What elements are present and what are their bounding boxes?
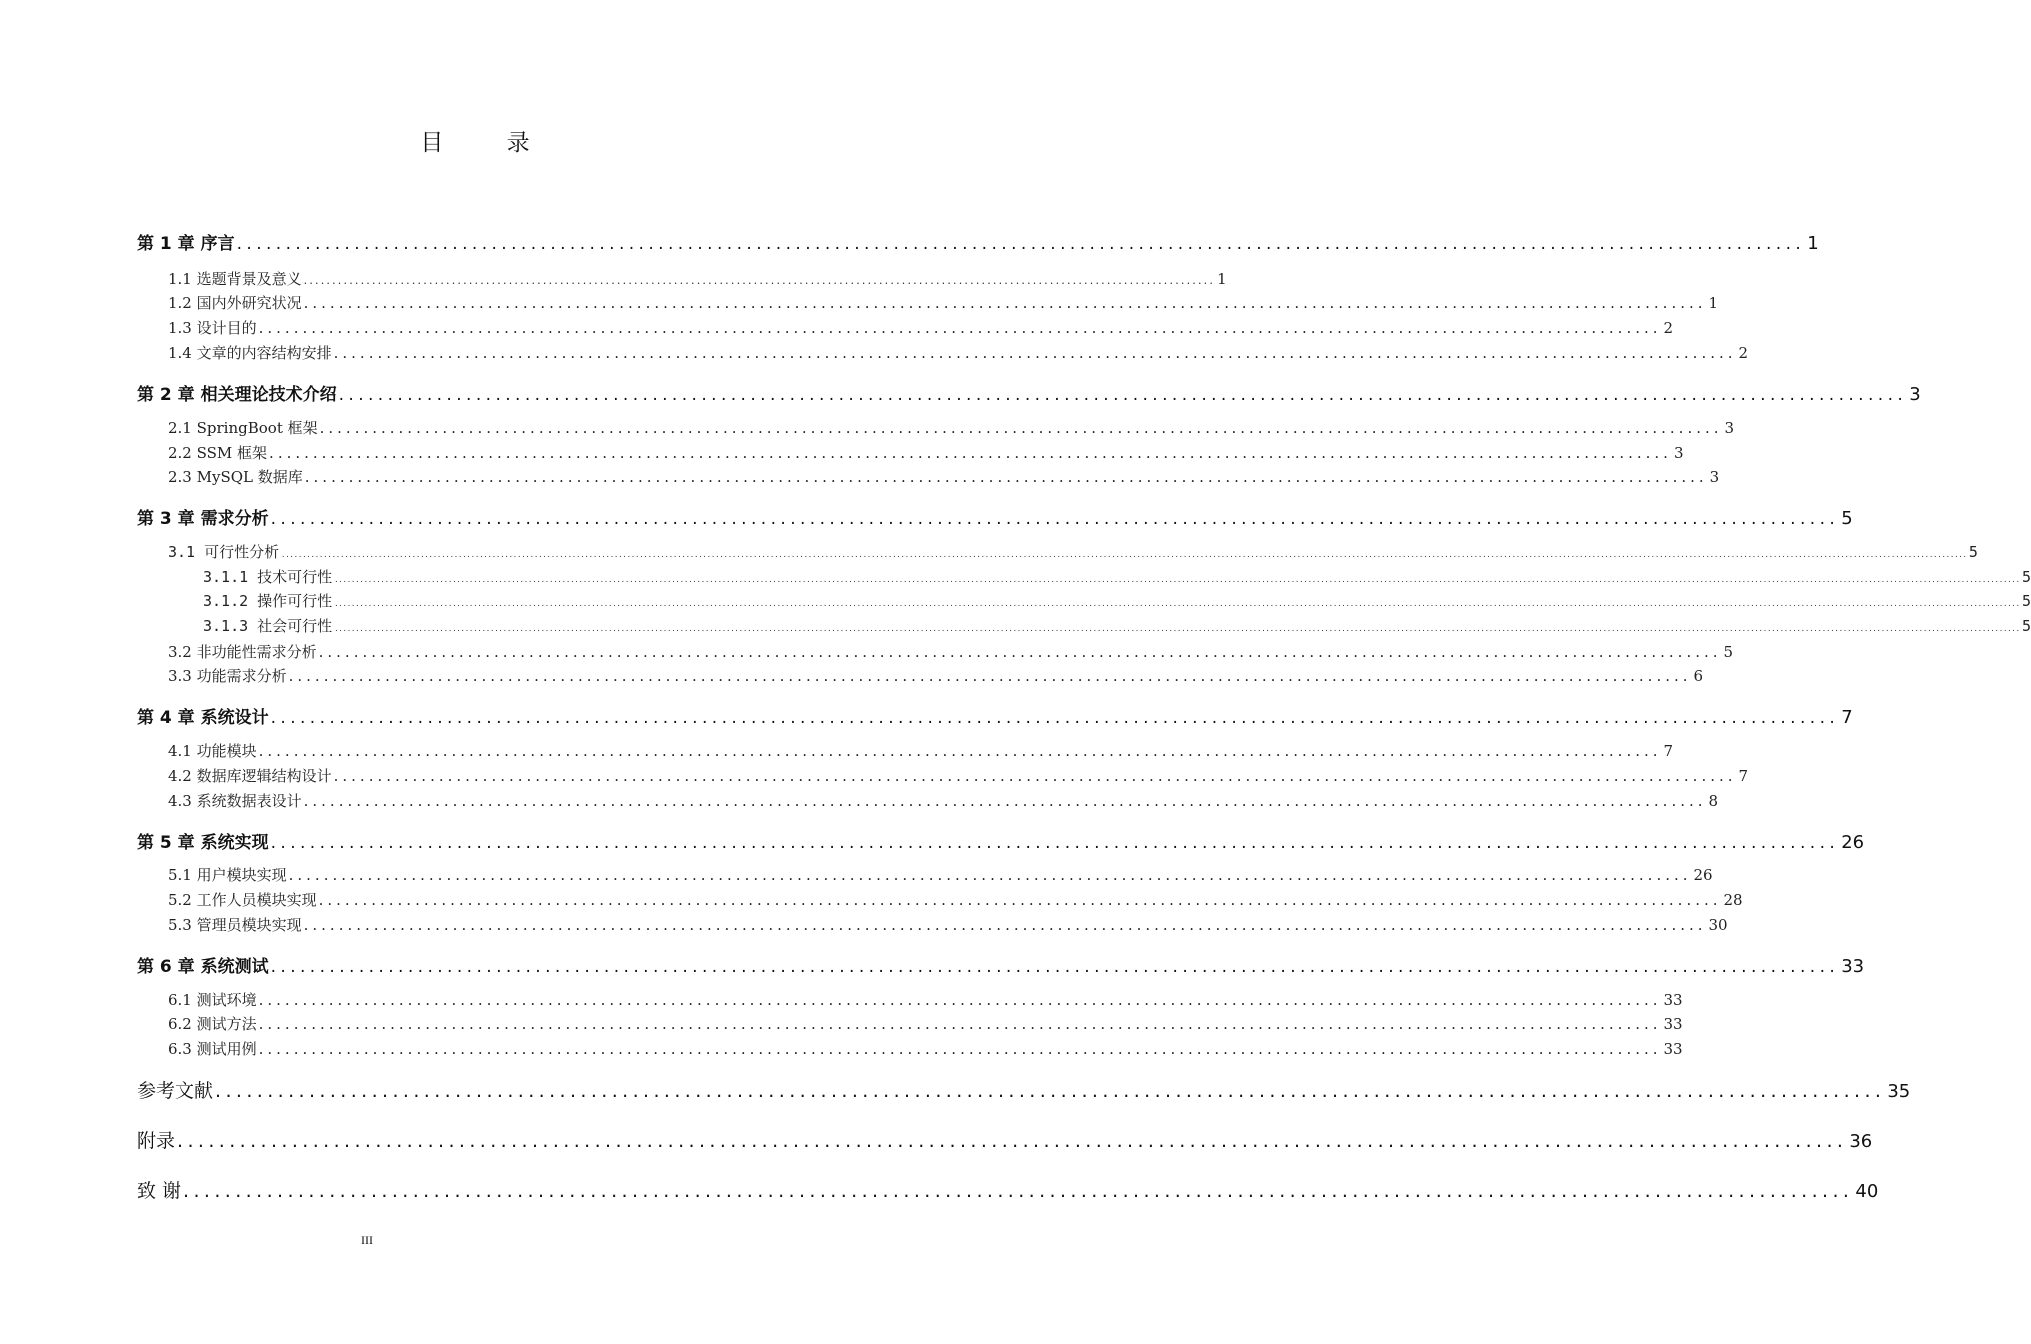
toc-entry-label: 5.1 用户模块实现 (168, 866, 287, 884)
dot-leader: ................................................................................................................................................................ (318, 891, 1722, 909)
toc-entry[interactable] (168, 292, 1719, 314)
dot-leader: ................................................................................................................................................................ (270, 708, 1840, 728)
toc-entry[interactable] (137, 1176, 1879, 1202)
toc-entry-label: 5.2 工作人员模块实现 (168, 891, 317, 909)
toc-entry[interactable] (168, 740, 1674, 762)
page-number: III (361, 1233, 373, 1247)
toc-entry-page: 1 (1807, 233, 1819, 254)
toc-entry-page: 26 (1693, 866, 1713, 884)
toc-entry[interactable] (137, 1126, 1873, 1152)
toc-entry-page: 5 (2021, 592, 2031, 610)
dot-leader: ................................................................................................................................................................ (303, 294, 1707, 312)
toc-entry-label: 第 3 章 需求分析 (137, 509, 269, 529)
dot-leader: ................................................................................................................................................................ (318, 643, 1722, 661)
toc-entry[interactable] (137, 504, 1853, 529)
toc-entry-page: 40 (1855, 1181, 1879, 1202)
dot-leader: ................................................................................................................................................................ (258, 319, 1662, 337)
toc-entry[interactable] (137, 380, 1921, 405)
toc-entry-page: 36 (1849, 1131, 1873, 1152)
toc-entry-page: 33 (1841, 956, 1865, 977)
toc-entry-page: 2 (1663, 319, 1674, 337)
toc-entry[interactable] (168, 864, 1713, 886)
toc-entry-label: 6.3 测试用例 (168, 1040, 257, 1058)
toc-entry[interactable] (203, 615, 2031, 637)
toc-entry-page: 1 (1217, 270, 1227, 288)
toc-entry[interactable] (168, 641, 1734, 663)
toc-entry-page: 6 (1693, 667, 1704, 685)
toc-entry[interactable] (137, 952, 1865, 977)
toc-entry-page: 5 (2021, 617, 2031, 635)
toc-entry[interactable] (168, 665, 1704, 687)
dot-leader: ................................................................................................................................................................................................................................................................................................................................................................................................................ (334, 600, 2020, 608)
dot-leader: ................................................................................................................................................................ (304, 468, 1708, 486)
dot-leader: ................................................................................................................................................................ (270, 833, 1840, 853)
dot-leader: ................................................................................................................................................................ (288, 667, 1692, 685)
toc-entry-label: 3.1 可行性分析 (168, 543, 280, 561)
toc-entry-label: 致 谢 (137, 1180, 182, 1202)
toc-entry-page: 30 (1708, 916, 1728, 934)
toc-entry-label: 4.1 功能模块 (168, 742, 257, 760)
toc-entry-label: 第 2 章 相关理论技术介绍 (137, 385, 337, 405)
toc-entry-label: 5.3 管理员模块实现 (168, 916, 302, 934)
toc-entry-label: 2.1 SpringBoot 框架 (168, 419, 318, 437)
toc-entry[interactable] (168, 765, 1749, 787)
toc-entry-label: 3.1.3 社会可行性 (203, 617, 333, 635)
toc-entry-page: 5 (1968, 543, 1978, 561)
toc-entry-page: 5 (1723, 643, 1734, 661)
dot-leader: ................................................................................................................................................................ (303, 274, 1216, 287)
dot-leader: ................................................................................................................................................................ (236, 234, 1806, 254)
toc-entry[interactable] (168, 541, 1978, 563)
toc-entry-page: 8 (1708, 792, 1719, 810)
toc-entry-label: 4.3 系统数据表设计 (168, 792, 302, 810)
dot-leader: ................................................................................................................................................................ (183, 1180, 1854, 1202)
dot-leader: ................................................................................................................................................................ (270, 957, 1840, 977)
toc-entry-label: 3.1.1 技术可行性 (203, 568, 333, 586)
toc-entry-page: 7 (1663, 742, 1674, 760)
dot-leader: ................................................................................................................................................................ (333, 767, 1737, 785)
dot-leader: ................................................................................................................................................................ (177, 1130, 1848, 1152)
toc-entry-label: 6.1 测试环境 (168, 991, 257, 1009)
toc-entry[interactable] (168, 914, 1728, 936)
toc-entry-label: 第 5 章 系统实现 (137, 833, 269, 853)
toc-entry-label: 第 4 章 系统设计 (137, 708, 269, 728)
dot-leader: ................................................................................................................................................................ (303, 916, 1707, 934)
dot-leader: ................................................................................................................................................................................................................................................................................................................................................................................................................ (334, 576, 2020, 584)
toc-entry-label: 6.2 测试方法 (168, 1015, 257, 1033)
toc-entry[interactable] (168, 317, 1674, 339)
toc-entry-label: 1.4 文章的内容结构安排 (168, 344, 332, 362)
toc-entry-page: 33 (1663, 991, 1683, 1009)
toc-entry-page: 26 (1841, 832, 1865, 853)
toc-entry-label: 2.3 MySQL 数据库 (168, 468, 303, 486)
toc-entry-label: 4.2 数据库逻辑结构设计 (168, 767, 332, 785)
dot-leader: ................................................................................................................................................................ (258, 1015, 1662, 1033)
toc-entry[interactable] (168, 1038, 1683, 1060)
dot-leader: ................................................................................................................................................................ (258, 742, 1662, 760)
toc-entry[interactable] (137, 703, 1853, 728)
toc-entry[interactable] (203, 590, 2031, 612)
toc-entry-page: 3 (1724, 419, 1735, 437)
toc-entry[interactable] (168, 268, 1227, 290)
dot-leader: ................................................................................................................................................................................................................................................................................................................................................................................................................ (334, 625, 2020, 633)
dot-leader: ................................................................................................................................................................ (303, 792, 1707, 810)
toc-entry[interactable] (168, 989, 1683, 1011)
toc-entry-page: 5 (1841, 508, 1853, 529)
toc-entry-page: 33 (1663, 1015, 1683, 1033)
toc-entry[interactable] (203, 566, 2031, 588)
toc-entry[interactable] (137, 1076, 1911, 1102)
dot-leader: ................................................................................................................................................................ (258, 1040, 1662, 1058)
toc-entry-label: 参考文献 (137, 1080, 214, 1102)
toc-entry[interactable] (168, 889, 1743, 911)
toc-entry-label: 第 6 章 系统测试 (137, 957, 269, 977)
toc-title: 目 录 (420, 130, 558, 156)
toc-entry-label: 1.3 设计目的 (168, 319, 257, 337)
dot-leader: ................................................................................................................................................................ (270, 509, 1840, 529)
dot-leader: ................................................................................................................................................................ (333, 344, 1737, 362)
toc-entry[interactable] (137, 229, 1819, 254)
toc-entry[interactable] (168, 1013, 1683, 1035)
toc-entry-page: 3 (1709, 468, 1720, 486)
toc-entry-page: 28 (1723, 891, 1743, 909)
toc-entry-label: 附录 (137, 1130, 176, 1152)
dot-leader: ................................................................................................................................................................ (338, 385, 1908, 405)
toc-entry-page: 7 (1738, 767, 1749, 785)
toc-entry-label: 3.1.2 操作可行性 (203, 592, 333, 610)
toc-entry-label: 2.2 SSM 框架 (168, 444, 268, 462)
dot-leader: ................................................................................................................................................................ (215, 1080, 1886, 1102)
toc-entry-label: 3.2 非功能性需求分析 (168, 643, 317, 661)
toc-entry-page: 2 (1738, 344, 1749, 362)
toc-entry-page: 1 (1708, 294, 1719, 312)
toc-entry-page: 3 (1673, 444, 1684, 462)
dot-leader: ................................................................................................................................................................ (269, 444, 1672, 462)
toc-entry-page: 7 (1841, 707, 1853, 728)
toc-entry[interactable] (168, 417, 1735, 439)
toc-entry-label: 3.3 功能需求分析 (168, 667, 287, 685)
toc-entry[interactable] (168, 442, 1684, 464)
toc-entry[interactable] (168, 342, 1749, 364)
toc-entry-page: 3 (1909, 384, 1921, 405)
dot-leader: ................................................................................................................................................................ (288, 866, 1692, 884)
toc-entry-page: 5 (2021, 568, 2031, 586)
toc-entry-label: 1.2 国内外研究状况 (168, 294, 302, 312)
toc-entry[interactable] (168, 466, 1720, 488)
dot-leader: ................................................................................................................................................................ (319, 419, 1723, 437)
toc-entry[interactable] (168, 790, 1719, 812)
dot-leader: ................................................................................................................................................................................................................................................................................................................................................................................................................ (281, 551, 1967, 559)
toc-entry-label: 1.1 选题背景及意义 (168, 270, 302, 288)
toc-entry-label: 第 1 章 序言 (137, 234, 235, 254)
toc-entry-page: 33 (1663, 1040, 1683, 1058)
dot-leader: ................................................................................................................................................................ (258, 991, 1662, 1009)
toc-entry-page: 35 (1887, 1081, 1911, 1102)
toc-entry[interactable] (137, 828, 1865, 853)
